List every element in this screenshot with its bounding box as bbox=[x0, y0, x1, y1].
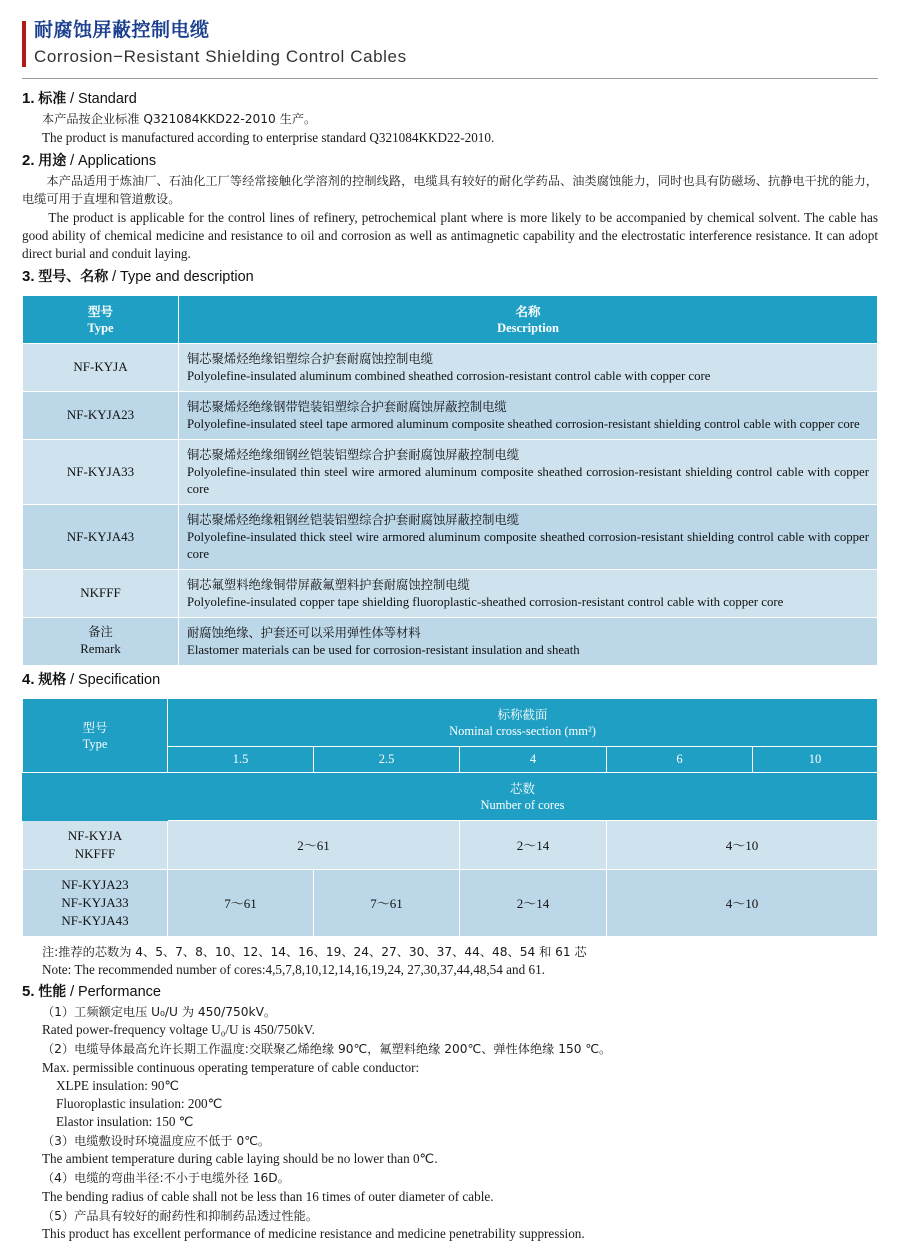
remark-description-en: Elastomer materials can be used for corrosion-resistant insulation and sheath bbox=[187, 642, 580, 657]
remark-label bbox=[23, 617, 179, 665]
section-separator: / bbox=[70, 982, 75, 1000]
section-number: 3. bbox=[22, 267, 35, 285]
table-row bbox=[23, 391, 878, 439]
spec-table bbox=[22, 698, 878, 937]
spec-size-1: 1.5 bbox=[168, 746, 314, 772]
performance-item-cn: （5）产品具有较好的耐药性和抑制药品透过性能。 bbox=[42, 1208, 318, 1223]
section-heading-spec bbox=[22, 670, 878, 690]
spec-header-row-section bbox=[23, 698, 878, 746]
remark-description-cn: 耐腐蚀绝缘、护套还可以采用弹性体等材料 bbox=[187, 625, 421, 640]
spec-row-type-line: NF-KYJA33 bbox=[61, 894, 129, 910]
section-separator: / bbox=[112, 267, 117, 285]
row-description bbox=[179, 439, 878, 504]
performance-item-en: The ambient temperature during cable laying should be no lower than 0℃. bbox=[42, 1151, 438, 1166]
description-header-cn: 名称 bbox=[515, 303, 541, 319]
spec-header-row-cores bbox=[23, 772, 878, 820]
type-header-cn: 型号 bbox=[87, 303, 113, 319]
type-column-header bbox=[23, 295, 179, 343]
row-type: NF-KYJA33 bbox=[23, 439, 179, 504]
section-title-cn: 用途 bbox=[38, 152, 67, 169]
spec-row-type-line: NKFFF bbox=[74, 845, 116, 861]
row-description-cn: 铜芯氟塑料绝缘铜带屏蔽氟塑料护套耐腐蚀控制电缆 bbox=[187, 577, 470, 592]
section-separator: / bbox=[70, 151, 75, 169]
row-description bbox=[179, 504, 878, 569]
spec-cell-cores: 2～14 bbox=[460, 869, 607, 936]
section-number: 1. bbox=[22, 90, 35, 107]
section-title-cn: 规格 bbox=[38, 671, 67, 688]
row-type: NKFFF bbox=[23, 569, 179, 617]
applications-body-cn: 本产品适用于炼油厂、石油化工厂等经常接触化学溶剂的控制线路，电缆具有较好的耐化学药品、油类腐蚀能力，同时也具有防磁场、抗静电干扰的能力，电缆可用于直埋和管道敷设。 bbox=[22, 173, 878, 206]
section-title-en: Performance bbox=[77, 983, 161, 1000]
section-heading-type bbox=[22, 267, 878, 287]
performance-item-cn: （4）电缆的弯曲半径:不小于电缆外径 16D。 bbox=[42, 1171, 290, 1185]
row-description bbox=[179, 391, 878, 439]
performance-item-cn: （2）电缆导体最高允许长期工作温度:交联聚乙烯绝缘 90℃，氟塑料绝缘 200℃、弹性体绝缘 150 ℃。 bbox=[42, 1042, 612, 1056]
performance-item-en: Rated power-frequency voltage U₀/U is 450/750kV. bbox=[42, 1022, 315, 1037]
spec-cell-cores: 2～61 bbox=[168, 820, 460, 869]
section-separator: / bbox=[70, 90, 75, 107]
performance-subitem-en: XLPE insulation: 90℃ bbox=[56, 1077, 180, 1093]
spec-row-types bbox=[23, 820, 168, 869]
page-title-cn: 耐腐蚀屏蔽控制电缆 bbox=[34, 19, 210, 41]
performance-item-en: Max. permissible continuous operating temperature of cable conductor: bbox=[42, 1059, 420, 1075]
section-number: 5. bbox=[22, 982, 35, 1000]
table-row bbox=[23, 569, 878, 617]
header-divider bbox=[22, 78, 878, 79]
spec-row bbox=[23, 869, 878, 936]
section-title-en: Applications bbox=[77, 152, 157, 169]
performance-item-cn: （1）工频额定电压 U₀/U 为 450/750kV。 bbox=[42, 1004, 277, 1019]
spec-section-header-cn: 标称截面 bbox=[497, 706, 548, 722]
row-type: NF-KYJA bbox=[23, 343, 179, 391]
spec-size-2: 2.5 bbox=[314, 746, 460, 772]
spec-type-header-en: Type bbox=[82, 736, 108, 751]
performance-item-cn: （3）电缆敷设时环境温度应不低于 0℃。 bbox=[42, 1133, 271, 1148]
row-description-cn: 铜芯聚烯烃绝缘粗钢丝铠装铝塑综合护套耐腐蚀屏蔽控制电缆 bbox=[187, 512, 520, 527]
spec-cell-cores: 4～10 bbox=[607, 869, 878, 936]
spec-cores-spacer bbox=[23, 772, 168, 820]
section-heading-standard bbox=[22, 89, 878, 109]
row-description-en: Polyolefine-insulated aluminum combined sheathed corrosion-resistant control cable with copper core bbox=[187, 368, 711, 383]
page-title-en: Corrosion−Resistant Shielding Control Cables bbox=[34, 47, 407, 66]
section-title-en: Standard bbox=[77, 91, 137, 107]
performance-item-en: This product has excellent performance of medicine resistance and medicine penetrability suppression. bbox=[42, 1226, 585, 1241]
row-description-en: Polyolefine-insulated steel tape armored aluminum composite sheathed corrosion-resistant shielding control cable with copper core bbox=[187, 416, 860, 431]
type-table-wrapper bbox=[22, 295, 878, 666]
row-description-cn: 铜芯聚烯烃绝缘铝塑综合护套耐腐蚀控制电缆 bbox=[187, 351, 433, 366]
spec-section-header bbox=[168, 698, 878, 746]
section-heading-performance bbox=[22, 982, 878, 1002]
section-separator: / bbox=[70, 670, 75, 688]
section-title-cn: 性能 bbox=[38, 983, 67, 1000]
section-heading-applications bbox=[22, 151, 878, 171]
spec-table-wrapper bbox=[22, 698, 878, 937]
row-description-en: Polyolefine-insulated thin steel wire armored aluminum composite sheathed corrosion-resistant shielding control cable with copper core bbox=[187, 464, 869, 496]
remark-label-cn: 备注 bbox=[88, 625, 113, 639]
table-row bbox=[23, 504, 878, 569]
spec-type-header bbox=[23, 698, 168, 772]
spec-row-types bbox=[23, 869, 168, 936]
table-row bbox=[23, 439, 878, 504]
row-type: NF-KYJA23 bbox=[23, 391, 179, 439]
spec-cell-cores: 2～14 bbox=[460, 820, 607, 869]
spec-section-header-en: Nominal cross-section (mm²) bbox=[449, 723, 596, 738]
spec-row bbox=[23, 820, 878, 869]
type-header-en: Type bbox=[87, 320, 114, 335]
spec-row-type-line: NF-KYJA43 bbox=[61, 912, 129, 928]
type-table bbox=[22, 295, 878, 666]
section-title-en: Type and description bbox=[119, 268, 254, 285]
spec-note-en: Note: The recommended number of cores:4,5,7,8,10,12,14,16,19,24, 27,30,37,44,48,54 and 61. bbox=[42, 961, 545, 977]
spec-type-header-cn: 型号 bbox=[82, 719, 108, 735]
table-row bbox=[23, 343, 878, 391]
spec-cell-cores: 7～61 bbox=[168, 869, 314, 936]
performance-list bbox=[22, 1003, 878, 1244]
remark-description bbox=[179, 617, 878, 665]
row-description-cn: 铜芯聚烯烃绝缘钢带铠装铝塑综合护套耐腐蚀屏蔽控制电缆 bbox=[187, 399, 507, 414]
spec-size-5: 10 bbox=[753, 746, 878, 772]
performance-subitem-en: Elastor insulation: 150 ℃ bbox=[56, 1113, 194, 1129]
standard-body-en: The product is manufactured according to enterprise standard Q321084KKD22-2010. bbox=[42, 129, 495, 145]
page-header bbox=[22, 18, 878, 69]
applications-body-en: The product is applicable for the control lines of refinery, petrochemical plant where is more likely to be accompanied by chemical solvent. The cable has good ability of chemical medicine and resistance to oil and corrosion as well as antimagnetic capability and the electrostatic interference resistance. It can adopt direct burial and conduit laying. bbox=[22, 209, 878, 261]
spec-row-type-line: NF-KYJA bbox=[67, 827, 123, 843]
header-accent-bar bbox=[22, 21, 26, 67]
section-number: 4. bbox=[22, 670, 35, 688]
spec-note-cn: 注:推荐的芯数为 4、5、7、8、10、12、14、16、19、24、27、30、37、44、48、54 和 61 芯 bbox=[42, 944, 587, 959]
spec-size-3: 4 bbox=[460, 746, 607, 772]
description-column-header bbox=[179, 295, 878, 343]
row-description-cn: 铜芯聚烯烃绝缘细钢丝铠装铝塑综合护套耐腐蚀屏蔽控制电缆 bbox=[187, 447, 520, 462]
performance-item-en: The bending radius of cable shall not be less than 16 times of outer diameter of cable. bbox=[42, 1188, 494, 1204]
table-header-row bbox=[23, 295, 878, 343]
spec-cores-header-en: Number of cores bbox=[480, 797, 565, 812]
spec-row-type-line: NF-KYJA23 bbox=[61, 876, 129, 892]
section-title-en: Specification bbox=[77, 671, 161, 688]
performance-subitem-en: Fluoroplastic insulation: 200℃ bbox=[56, 1095, 223, 1111]
table-row-remark bbox=[23, 617, 878, 665]
row-description bbox=[179, 569, 878, 617]
row-description bbox=[179, 343, 878, 391]
spec-cell-cores: 4～10 bbox=[607, 820, 878, 869]
row-description-en: Polyolefine-insulated thick steel wire armored aluminum composite sheathed corrosion-resistant shielding control cable with copper core bbox=[187, 529, 869, 561]
section-title-cn: 标准 bbox=[38, 91, 67, 107]
remark-label-en: Remark bbox=[80, 642, 121, 656]
spec-cell-cores: 7～61 bbox=[314, 869, 460, 936]
row-type: NF-KYJA43 bbox=[23, 504, 179, 569]
description-header-en: Description bbox=[497, 320, 559, 335]
spec-size-4: 6 bbox=[607, 746, 753, 772]
spec-cores-header bbox=[168, 772, 878, 820]
section-number: 2. bbox=[22, 151, 35, 169]
spec-cores-header-cn: 芯数 bbox=[509, 780, 535, 796]
row-description-en: Polyolefine-insulated copper tape shielding fluoroplastic-sheathed corrosion-resistant control cable with copper core bbox=[187, 594, 784, 609]
standard-body-cn: 本产品按企业标准 Q321084KKD22-2010 生产。 bbox=[42, 112, 317, 126]
section-title-cn: 型号、名称 bbox=[38, 268, 109, 285]
